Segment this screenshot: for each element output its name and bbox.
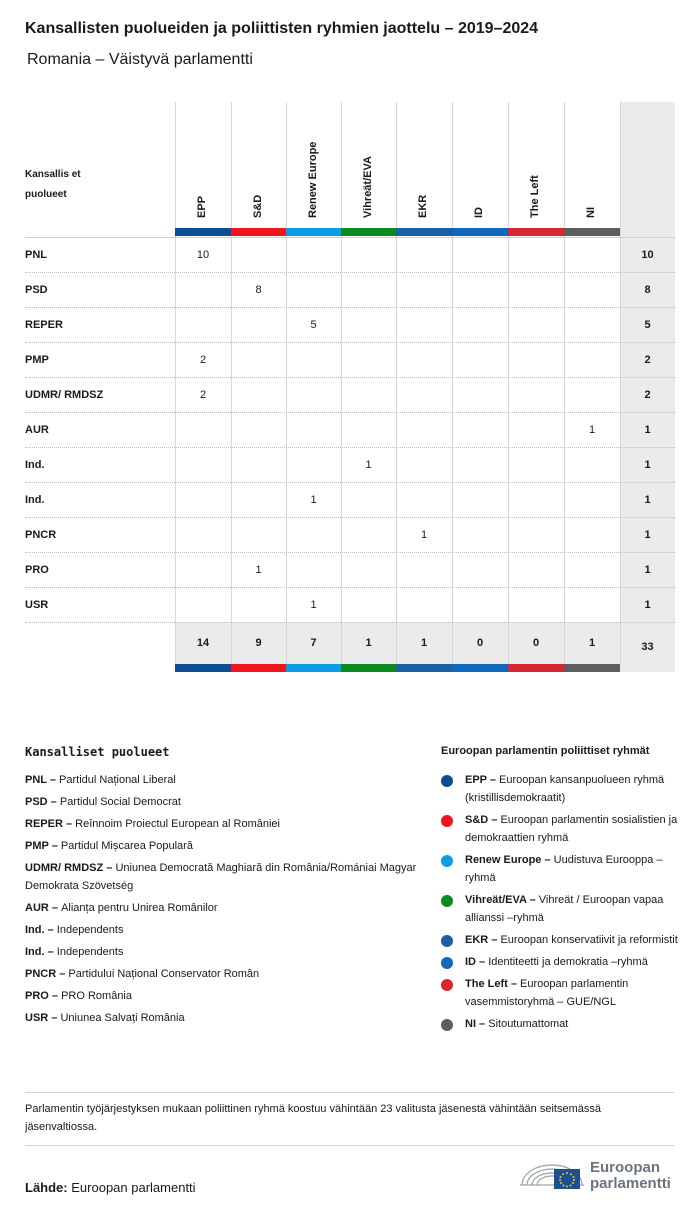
party-name: Independents bbox=[56, 924, 124, 936]
group-abbr: Renew Europe – bbox=[465, 854, 554, 866]
group-color-bar bbox=[396, 664, 452, 672]
column-divider bbox=[564, 102, 565, 664]
group-name: Sitoutumattomat bbox=[488, 1018, 569, 1030]
logo-line-1: Euroopan bbox=[590, 1159, 660, 1176]
party-name: Partidul Mișcarea Populară bbox=[60, 840, 193, 852]
row-divider bbox=[25, 342, 675, 343]
group-dot-icon bbox=[441, 775, 453, 787]
group-dot-icon bbox=[441, 935, 453, 947]
group-legend bbox=[441, 745, 681, 1037]
group-name: Uudistuva Eurooppa –ryhmä bbox=[465, 854, 663, 884]
source bbox=[25, 1180, 196, 1195]
divider bbox=[25, 1092, 675, 1093]
party-legend-item bbox=[25, 943, 425, 961]
footnote: Parlamentin työjärjestyksen mukaan poliittinen ryhmä koostuu vähintään 23 valitusta jäsenestä vähintään seitsemässä jäsenvaltiossa. bbox=[25, 1103, 601, 1133]
chart-title: Kansallisten puolueiden ja poliittisten ryhmien jaottelu – 2019–2024 bbox=[25, 20, 539, 37]
group-name: Euroopan kansanpuolueen ryhmä (kristillisdemokraatit) bbox=[465, 774, 665, 804]
row-seat-total: 1 bbox=[644, 493, 651, 506]
row-seat-total: 10 bbox=[641, 248, 654, 261]
row-divider bbox=[25, 377, 675, 378]
group-dot-icon bbox=[441, 895, 453, 907]
seat-value: 8 bbox=[255, 283, 262, 296]
row-label: PRO bbox=[25, 563, 49, 576]
group-dot-icon bbox=[441, 1019, 453, 1031]
group-legend-item bbox=[441, 811, 681, 847]
group-color-bar bbox=[452, 228, 508, 236]
group-dot-icon bbox=[441, 815, 453, 827]
party-name: Independents bbox=[56, 946, 124, 958]
group-total: 9 bbox=[255, 637, 262, 649]
group-abbr: NI – bbox=[465, 1018, 489, 1030]
party-abbr: PRO – bbox=[25, 990, 62, 1002]
seat-value: 1 bbox=[420, 528, 428, 541]
party-abbr: Ind. – bbox=[25, 924, 57, 936]
party-abbr: PMP – bbox=[25, 840, 61, 852]
group-color-bar bbox=[508, 664, 564, 672]
group-color-bar bbox=[564, 228, 620, 236]
group-color-bar bbox=[564, 664, 620, 672]
column-divider bbox=[396, 102, 397, 664]
group-color-bar bbox=[175, 664, 231, 672]
party-abbr: PNCR – bbox=[25, 968, 69, 980]
group-name: Vihreät / Euroopan vapaa allianssi –ryhmä bbox=[465, 894, 664, 924]
seat-value: 1 bbox=[310, 493, 317, 506]
group-legend-item bbox=[441, 953, 681, 971]
group-legend-item bbox=[441, 891, 681, 927]
group-color-bar bbox=[452, 664, 508, 672]
column-divider bbox=[341, 102, 342, 664]
party-abbr: USR – bbox=[25, 1012, 61, 1024]
row-seat-total: 1 bbox=[644, 528, 651, 541]
party-name: Partidul Național Liberal bbox=[59, 774, 176, 786]
row-label: Ind. bbox=[25, 458, 45, 471]
party-legend-item bbox=[25, 987, 425, 1005]
party-abbr: Ind. – bbox=[25, 946, 57, 958]
row-seat-total: 8 bbox=[644, 283, 651, 296]
row-seat-total: 2 bbox=[644, 353, 651, 366]
row-label: Ind. bbox=[25, 493, 45, 506]
row-label: REPER bbox=[25, 318, 63, 331]
group-legend-item bbox=[441, 975, 681, 1011]
row-divider bbox=[25, 482, 675, 483]
group-color-bar bbox=[341, 228, 396, 236]
group-color-bar bbox=[231, 664, 286, 672]
grand-total: 33 bbox=[641, 641, 654, 653]
row-divider bbox=[25, 517, 675, 518]
group-total: 1 bbox=[365, 637, 372, 649]
row-label: USR bbox=[25, 598, 49, 611]
party-legend-item bbox=[25, 965, 425, 983]
column-header-4: EKR bbox=[417, 194, 429, 218]
row-label: PMP bbox=[25, 353, 49, 366]
seat-value: 10 bbox=[196, 248, 210, 261]
seat-value: 1 bbox=[588, 423, 596, 436]
group-name: Euroopan parlamentin vasemmistoryhmä – GUE/NGL bbox=[465, 978, 629, 1008]
party-name: Uniunea Salvați România bbox=[60, 1012, 185, 1024]
group-legend-item bbox=[441, 851, 681, 887]
party-legend-heading: Kansalliset puolueet bbox=[25, 745, 170, 759]
row-seat-total: 2 bbox=[644, 388, 651, 401]
logo-text bbox=[590, 1160, 671, 1192]
divider bbox=[25, 1145, 675, 1146]
group-abbr: S&D – bbox=[465, 814, 501, 826]
party-abbr: REPER – bbox=[25, 818, 76, 830]
column-header-6: The Left bbox=[529, 175, 541, 218]
party-name: Partidului Național Conservator Român bbox=[68, 968, 260, 980]
seat-value: 2 bbox=[199, 353, 207, 366]
party-legend bbox=[25, 745, 425, 1031]
row-label: PNCR bbox=[25, 528, 57, 541]
group-name: Euroopan parlamentin sosialistien ja demokraattien ryhmä bbox=[465, 814, 678, 844]
column-header-2: Renew Europe bbox=[306, 141, 319, 218]
row-seat-total: 1 bbox=[644, 563, 651, 576]
column-header-0: EPP bbox=[196, 195, 208, 218]
row-seat-total: 1 bbox=[644, 423, 651, 436]
column-divider bbox=[508, 102, 509, 664]
party-name: Uniunea Democrată Maghiară din România/Romániai Magyar Demokrata Szövetség bbox=[25, 862, 417, 892]
party-legend-item bbox=[25, 771, 425, 789]
party-legend-item bbox=[25, 859, 425, 895]
column-divider bbox=[286, 102, 287, 664]
column-header-7: NI bbox=[585, 207, 597, 218]
group-total: 0 bbox=[476, 637, 484, 649]
party-name: Partidul Social Democrat bbox=[59, 796, 181, 808]
row-divider bbox=[25, 552, 675, 553]
logo-line-2: parlamentti bbox=[590, 1175, 671, 1192]
group-abbr: ID – bbox=[465, 956, 489, 968]
group-color-bar bbox=[396, 228, 452, 236]
group-abbr: EKR – bbox=[465, 934, 501, 946]
column-header-1: S&D bbox=[251, 194, 264, 218]
row-divider bbox=[25, 307, 675, 308]
seat-value: 1 bbox=[255, 563, 262, 576]
row-seat-total: 5 bbox=[644, 318, 651, 331]
seat-value: 2 bbox=[199, 388, 207, 401]
group-dot-icon bbox=[441, 957, 453, 969]
column-header-3: Vihreät/EVA bbox=[361, 156, 374, 218]
party-column-header: Kansallis et puolueet bbox=[25, 169, 81, 200]
party-abbr: PNL – bbox=[25, 774, 60, 786]
row-label: PNL bbox=[25, 248, 47, 261]
group-color-bar bbox=[286, 228, 341, 236]
seat-value: 1 bbox=[365, 458, 372, 471]
party-abbr: AUR – bbox=[25, 902, 62, 914]
row-divider bbox=[25, 272, 675, 273]
row-seat-total: 1 bbox=[644, 598, 651, 611]
group-color-bar bbox=[341, 664, 396, 672]
source-label: Lähde: bbox=[25, 1180, 68, 1195]
group-name: Identiteetti ja demokratia –ryhmä bbox=[488, 956, 648, 968]
party-legend-item bbox=[25, 1009, 425, 1027]
row-divider bbox=[25, 587, 675, 588]
group-legend-item bbox=[441, 931, 681, 949]
group-color-bar bbox=[286, 664, 341, 672]
group-total: 1 bbox=[420, 637, 428, 649]
group-abbr: Vihreät/EVA – bbox=[465, 894, 539, 906]
group-legend-item bbox=[441, 1015, 681, 1033]
group-legend-heading: Euroopan parlamentin poliittiset ryhmät bbox=[441, 745, 650, 757]
party-legend-item bbox=[25, 837, 425, 855]
party-name: Reînnoim Proiectul European al României bbox=[75, 818, 280, 830]
party-legend-item bbox=[25, 815, 425, 833]
group-dot-icon bbox=[441, 979, 453, 991]
party-legend-item bbox=[25, 921, 425, 939]
group-name: Euroopan konservatiivit ja reformistit bbox=[500, 934, 678, 946]
party-abbr: UDMR/ RMDSZ – bbox=[25, 862, 116, 874]
source-value: Euroopan parlamentti bbox=[71, 1180, 196, 1195]
party-legend-item bbox=[25, 899, 425, 917]
column-header-5: ID bbox=[473, 207, 485, 218]
party-name: PRO România bbox=[61, 990, 132, 1002]
row-label: UDMR/ RMDSZ bbox=[25, 388, 104, 401]
party-legend-item bbox=[25, 793, 425, 811]
party-abbr: PSD – bbox=[25, 796, 60, 808]
group-color-bar bbox=[508, 228, 564, 236]
seat-value: 5 bbox=[310, 318, 317, 331]
group-abbr: The Left – bbox=[465, 978, 521, 990]
group-dot-icon bbox=[441, 855, 453, 867]
group-total: 0 bbox=[532, 637, 540, 649]
column-divider bbox=[452, 102, 453, 664]
row-label: AUR bbox=[25, 423, 49, 436]
group-total: 7 bbox=[310, 637, 317, 649]
party-name: Alianța pentru Unirea Românilor bbox=[61, 902, 218, 914]
group-abbr: EPP – bbox=[465, 774, 500, 786]
group-total: 1 bbox=[588, 637, 596, 649]
group-legend-item bbox=[441, 771, 681, 807]
group-color-bar bbox=[175, 228, 231, 236]
row-label: PSD bbox=[25, 283, 48, 296]
group-total: 14 bbox=[196, 637, 210, 649]
header-rule bbox=[25, 237, 675, 238]
row-seat-total: 1 bbox=[644, 458, 651, 471]
chart-subtitle: Romania – Väistyvä parlamentti bbox=[27, 51, 253, 68]
group-color-bar bbox=[231, 228, 286, 236]
seat-value: 1 bbox=[310, 598, 317, 611]
